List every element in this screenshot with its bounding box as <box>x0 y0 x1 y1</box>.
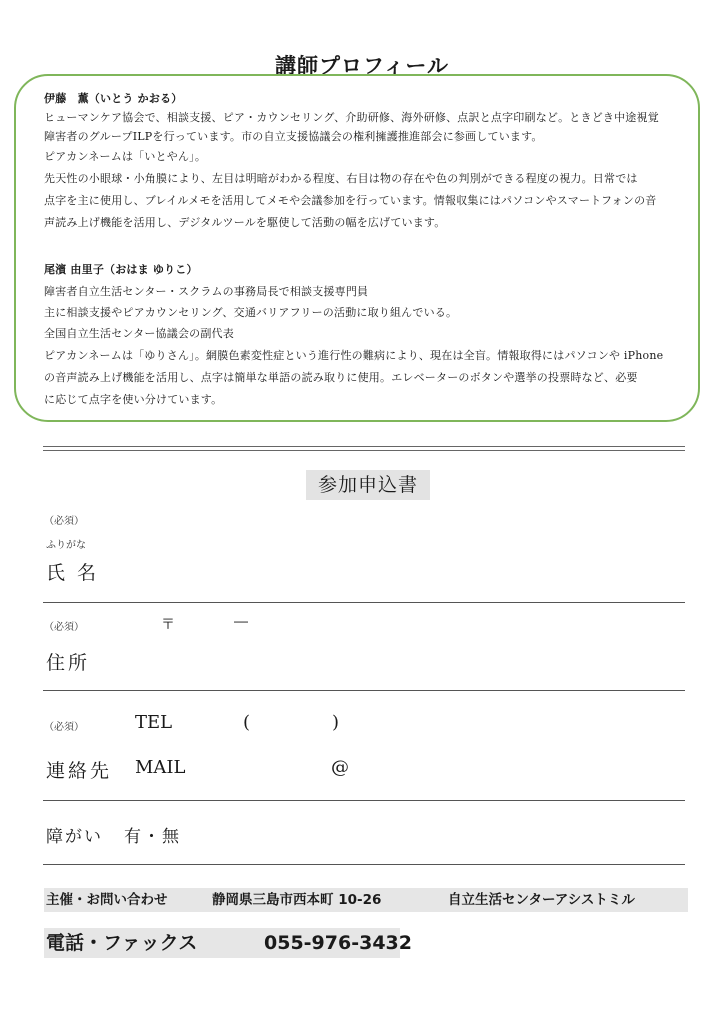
disability-options[interactable]: 有・無 <box>124 827 181 847</box>
furigana-label: ふりがな <box>46 540 86 551</box>
tel-paren-open: ( <box>243 712 251 733</box>
profile-line: 全国自立生活センター協議会の副代表 <box>44 327 234 340</box>
form-title: 参加申込書 <box>306 470 430 500</box>
footer-organizer <box>44 888 688 912</box>
profile-line: 声読み上げ機能を活用し、デジタルツールを駆使して活動の幅を広げています。 <box>44 216 446 229</box>
profile-line: 障害者自立生活センター・スクラムの事務局長で相談支援専門員 <box>44 285 369 298</box>
phone-label: 電話・ファックス <box>46 932 198 954</box>
organizer-name: 自立生活センターアシストミル <box>448 892 635 908</box>
organizer-address: 静岡県三島市西本町 10-26 <box>212 892 382 908</box>
address-label: 住所 <box>46 652 91 674</box>
address-field[interactable] <box>43 690 685 691</box>
footer-phone <box>44 928 412 958</box>
contact-required-note: （必須） <box>44 722 84 733</box>
disability-label: 障がい <box>46 827 103 847</box>
profile-line: 障害者のグループILPを行っています。市の自立支援協議会の権利擁護推進部会に参画しています。 <box>44 130 543 143</box>
profile-line: ピアカンネームは「いとやん」。 <box>44 150 207 163</box>
at-mark: @ <box>331 757 349 778</box>
profile-line: 伊藤 薫（いとう かおる） <box>44 92 183 105</box>
profile-line: の音声読み上げ機能を活用し、点字は簡単な単語の読み取りに使用。エレベーターのボタンや選挙の投票時など、必要 <box>44 371 638 384</box>
profile-line: 主に相談支援やピアカウンセリング、交通バリアフリーの活動に取り組んでいる。 <box>44 306 458 319</box>
postal-mark: 〒 <box>161 617 175 633</box>
contact-label: 連絡先 <box>46 760 113 782</box>
profile-line: に応じて点字を使い分けています。 <box>44 393 223 406</box>
tel-paren-close: ) <box>332 712 340 733</box>
organizer-label: 主催・お問い合わせ <box>46 892 168 908</box>
profile-line: 尾濱 由里子（おはま ゆりこ） <box>44 263 198 276</box>
profile-line: ピアカンネームは「ゆりさん」。網膜色素変性症という進行性の難病により、現在は全盲。情報取得にはパソコンや iPhone <box>44 349 664 362</box>
name-field[interactable] <box>43 602 685 603</box>
address-required-note: （必須） <box>44 622 84 633</box>
tel-label: TEL <box>135 712 173 733</box>
name-label: 氏 名 <box>46 562 100 584</box>
profile-title: 講師プロフィール <box>275 54 449 78</box>
section-divider <box>43 446 685 451</box>
postal-dash: ― <box>234 614 248 630</box>
name-required-note: （必須） <box>44 516 84 527</box>
mail-label: MAIL <box>135 757 186 778</box>
profile-line: 点字を主に使用し、ブレイルメモを活用してメモや会議参加を行っています。情報収集にはパソコンやスマートフォンの音 <box>44 194 657 207</box>
profile-line: 先天性の小眼球・小角膜により、左目は明暗がわかる程度、右目は物の存在や色の判別ができる程度の視力。日常では <box>44 172 638 185</box>
phone-number[interactable]: 055-976-3432 <box>264 932 412 954</box>
profile-line: ヒューマンケア協会で、相談支援、ピア・カウンセリング、介助研修、海外研修、点訳と点字印刷など。ときどき中途視覚 <box>44 111 659 124</box>
disability-field <box>43 864 685 865</box>
contact-field[interactable] <box>43 800 685 801</box>
